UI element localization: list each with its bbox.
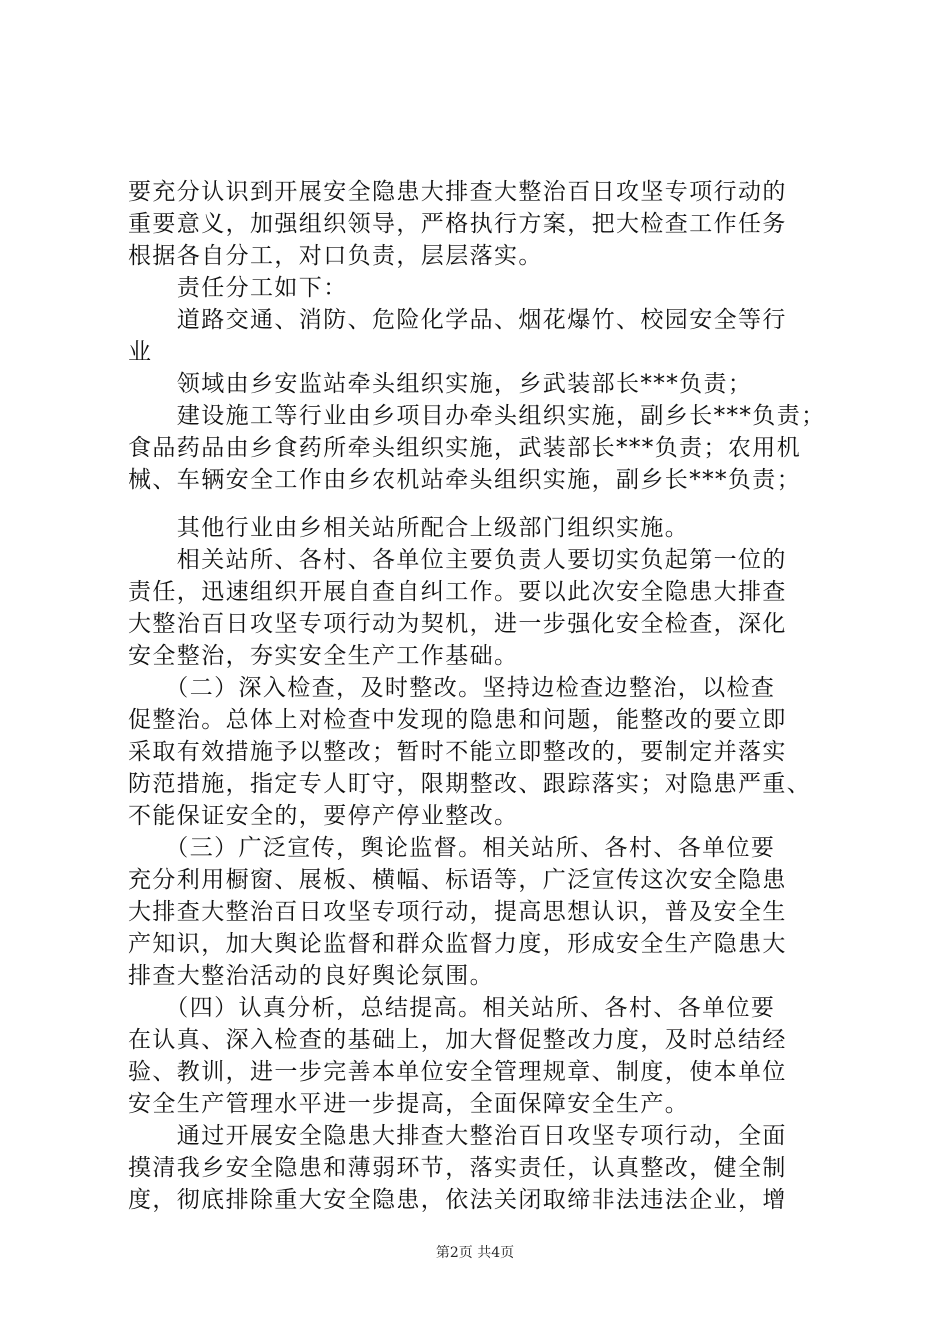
text-line: 业 bbox=[128, 339, 153, 365]
text-line: 道路交通、消防、危险化学品、烟花爆竹、校园安全等行 bbox=[128, 307, 787, 333]
text-line: 食品药品由乡食药所牵头组织实施，武装部长***负责；农用机 bbox=[128, 435, 802, 461]
text-line: 产知识，加大舆论监督和群众监督力度，形成安全生产隐患大 bbox=[128, 931, 787, 957]
text-line: 不能保证安全的，要停产停业整改。 bbox=[128, 803, 519, 829]
page-number-footer: 第2页 共4页 bbox=[435, 1245, 515, 1261]
text-line: （三）广泛宣传，舆论监督。相关站所、各村、各单位要 bbox=[128, 835, 776, 861]
text-line: （二）深入检查，及时整改。坚持边检查边整治，以检查 bbox=[128, 675, 776, 701]
text-line: 械、车辆安全工作由乡农机站牵头组织实施，副乡长***负责； bbox=[128, 467, 802, 493]
text-line: 防范措施，指定专人盯守，限期整改、跟踪落实；对隐患严重、 bbox=[128, 771, 812, 797]
text-line: 安全整治，夯实安全生产工作基础。 bbox=[128, 643, 519, 669]
text-line: 大整治百日攻坚专项行动为契机，进一步强化安全检查，深化 bbox=[128, 611, 787, 637]
text-line: 重要意义，加强组织领导，严格执行方案，把大检查工作任务 bbox=[128, 211, 787, 237]
text-line: 在认真、深入检查的基础上，加大督促整改力度，及时总结经 bbox=[128, 1027, 787, 1053]
text-line: 要充分认识到开展安全隐患大排查大整治百日攻坚专项行动的 bbox=[128, 179, 787, 205]
text-line: 安全生产管理水平进一步提高，全面保障安全生产。 bbox=[128, 1091, 690, 1117]
text-line: 责任，迅速组织开展自查自纠工作。要以此次安全隐患大排查 bbox=[128, 579, 787, 605]
text-line: 领域由乡安监站牵头组织实施，乡武装部长***负责； bbox=[128, 371, 753, 397]
text-line: 排查大整治活动的良好舆论氛围。 bbox=[128, 963, 494, 989]
text-line: 采取有效措施予以整改；暂时不能立即整改的，要制定并落实 bbox=[128, 739, 787, 765]
text-line: 促整治。总体上对检查中发现的隐患和问题，能整改的要立即 bbox=[128, 707, 787, 733]
text-line: 大排查大整治百日攻坚专项行动，提高思想认识，普及安全生 bbox=[128, 899, 787, 925]
text-line: 其他行业由乡相关站所配合上级部门组织实施。 bbox=[128, 515, 690, 541]
text-line: 验、教训，进一步完善本单位安全管理规章、制度，使本单位 bbox=[128, 1059, 787, 1085]
text-line: 摸清我乡安全隐患和薄弱环节，落实责任，认真整改，健全制 bbox=[128, 1155, 787, 1181]
text-line: 责任分工如下： bbox=[128, 275, 348, 301]
text-line: 根据各自分工，对口负责，层层落实。 bbox=[128, 243, 543, 269]
text-line: （四）认真分析，总结提高。相关站所、各村、各单位要 bbox=[128, 995, 776, 1021]
text-line: 相关站所、各村、各单位主要负责人要切实负起第一位的 bbox=[128, 547, 787, 573]
text-line: 充分利用橱窗、展板、横幅、标语等，广泛宣传这次安全隐患 bbox=[128, 867, 787, 893]
text-line: 度，彻底排除重大安全隐患，依法关闭取缔非法违法企业，增 bbox=[128, 1187, 787, 1213]
text-line: 通过开展安全隐患大排查大整治百日攻坚专项行动，全面 bbox=[128, 1123, 787, 1149]
text-line: 建设施工等行业由乡项目办牵头组织实施，副乡长***负责； bbox=[128, 403, 826, 429]
